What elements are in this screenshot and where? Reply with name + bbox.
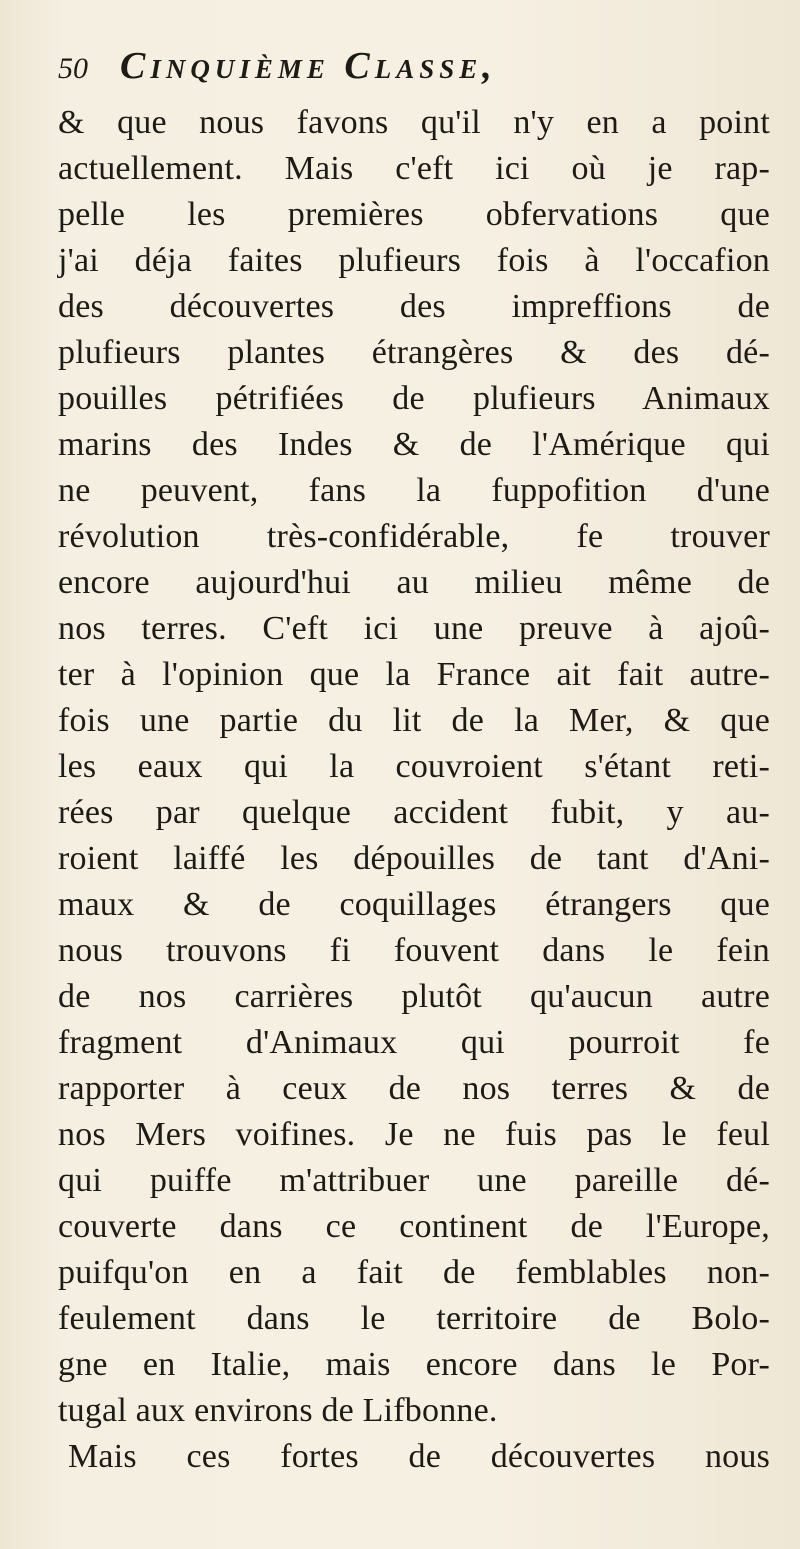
text-line: marins des Indes & de l'Amérique qui (58, 426, 770, 463)
text-line: pouilles pétrifiées de plufieurs Animaux (58, 380, 770, 417)
text-line: fragment d'Animaux qui pourroit fe (58, 1024, 770, 1061)
text-line: rées par quelque accident fubit, y au- (58, 794, 770, 831)
text-line: fois une partie du lit de la Mer, & que (58, 702, 770, 739)
text-line: roient laiffé les dépouilles de tant d'Ani- (58, 840, 770, 877)
text-line: nos terres. C'eft ici une preuve à ajoû- (58, 610, 770, 647)
text-line: encore aujourd'hui au milieu même de (58, 564, 770, 601)
text-line: gne en Italie, mais encore dans le Por- (58, 1346, 770, 1383)
text-line: révolution très-confidérable, fe trouver (58, 518, 770, 555)
text-line: actuellement. Mais c'eft ici où je rap- (58, 150, 770, 187)
text-line: ne peuvent, fans la fuppofition d'une (58, 472, 770, 509)
text-line: & que nous favons qu'il n'y en a point (58, 104, 770, 141)
text-line: puifqu'on en a fait de femblables non- (58, 1254, 770, 1291)
text-line: maux & de coquillages étrangers que (58, 886, 770, 923)
text-line: j'ai déja faites plufieurs fois à l'occafion (58, 242, 770, 279)
text-line: nous trouvons fi fouvent dans le fein (58, 932, 770, 969)
text-line: couverte dans ce continent de l'Europe, (58, 1208, 770, 1245)
text-line: rapporter à ceux de nos terres & de (58, 1070, 770, 1107)
text-line: de nos carrières plutôt qu'aucun autre (58, 978, 770, 1015)
text-line: des découvertes des impreffions de (58, 288, 770, 325)
text-line: les eaux qui la couvroient s'étant reti- (58, 748, 770, 785)
text-line: Mais ces fortes de découvertes nous (68, 1438, 770, 1475)
running-head: Cinquième Classe, (120, 45, 497, 87)
page-number: 50 (58, 52, 88, 85)
page-header (58, 44, 758, 94)
text-line: tugal aux environs de Lifbonne. (58, 1392, 498, 1429)
text-line: pelle les premières obfervations que (58, 196, 770, 233)
text-line: feulement dans le territoire de Bolo- (58, 1300, 770, 1337)
body-text (58, 100, 770, 1480)
text-line: qui puiffe m'attribuer une pareille dé- (58, 1162, 770, 1199)
text-line: ter à l'opinion que la France ait fait autre- (58, 656, 770, 693)
text-line: plufieurs plantes étrangères & des dé- (58, 334, 770, 371)
text-line: nos Mers voifines. Je ne fuis pas le feul (58, 1116, 770, 1153)
